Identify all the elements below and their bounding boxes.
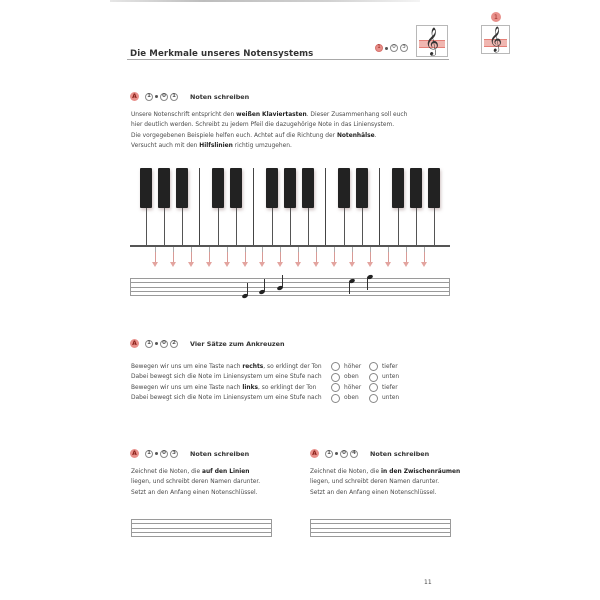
option-label: oben [344, 374, 359, 380]
keyboard-baseline [130, 245, 450, 247]
code-separator-dot [335, 452, 338, 455]
bar-line [310, 519, 311, 537]
staff-line [130, 295, 450, 296]
code-digit: 0 [340, 450, 348, 458]
note-stem [247, 283, 248, 296]
code-digit: 3 [170, 450, 178, 458]
option-label: tiefer [382, 363, 398, 370]
staff-line [131, 528, 272, 529]
code-separator-dot [385, 47, 388, 50]
choice-option-unten[interactable] [369, 373, 407, 382]
exercise-type-badge: A [130, 449, 139, 458]
black-key [266, 168, 278, 208]
staff-line [310, 519, 451, 520]
option-label: unten [382, 395, 400, 401]
exercise-instructions-104 [310, 467, 460, 498]
code-digit: 0 [160, 340, 168, 348]
exercise-type-badge: A [310, 449, 319, 458]
down-arrow-icon [313, 252, 320, 268]
exercise-header-103 [130, 449, 249, 458]
note-stem [367, 277, 368, 290]
treble-clef-icon [481, 25, 510, 54]
staff-line [131, 519, 272, 520]
black-key [140, 168, 152, 208]
choice-option-oben[interactable] [331, 373, 369, 382]
down-arrow-icon [152, 252, 159, 268]
radio-circle[interactable] [331, 394, 340, 403]
choice-option-höher[interactable] [331, 383, 369, 392]
treble-clef-glyph: 𝄞 [488, 27, 502, 52]
bar-line [131, 519, 132, 537]
text-line: Versucht auch mit den Hilfslinien richtig umzugehen. [131, 143, 292, 150]
exercise-title: Vier Sätze zum Ankreuzen [190, 339, 285, 348]
down-arrow-icon [367, 252, 374, 268]
key-boundary-line [199, 168, 200, 245]
exercise-title: Noten schreiben [190, 92, 250, 101]
exercise-code [145, 93, 178, 101]
choice-option-tiefer[interactable] [369, 362, 407, 371]
note-stem [349, 281, 350, 294]
staff-line [310, 536, 451, 537]
radio-circle[interactable] [369, 394, 378, 403]
exercise-header-102 [130, 339, 285, 348]
choice-sentence: Dabei bewegt sich die Note im Liniensystem um eine Stufe nach [131, 374, 322, 380]
key-boundary-line [236, 208, 237, 245]
code-digit: 1 [170, 93, 178, 101]
down-arrow-icon [277, 252, 284, 268]
emphasis: weißen Klaviertasten [236, 112, 307, 118]
bar-line [450, 519, 451, 537]
black-key [212, 168, 224, 208]
chapter-badge: 1 [491, 12, 501, 22]
bar-line [271, 519, 272, 537]
choice-sentence: Dabei bewegt sich die Note im Liniensystem um eine Stufe nach [131, 395, 322, 401]
code-digit: 3 [400, 44, 408, 52]
exercise-type-badge: A [130, 339, 139, 348]
bar-line [130, 278, 131, 296]
exercise-code [145, 450, 178, 458]
choice-option-oben[interactable] [331, 394, 369, 403]
page-top-rule [110, 0, 420, 2]
key-boundary-line [253, 168, 254, 245]
option-label: tiefer [382, 384, 398, 391]
radio-circle[interactable] [369, 383, 378, 392]
code-digit: 0 [160, 450, 168, 458]
choice-option-tiefer[interactable] [369, 383, 407, 392]
down-arrow-icon [331, 252, 338, 268]
chapter-code [375, 44, 408, 52]
key-boundary-line [362, 208, 363, 245]
emphasis: Hilfslinien [199, 143, 233, 150]
code-digit: 0 [160, 93, 168, 101]
key-boundary-line [416, 208, 417, 245]
key-boundary-line [146, 208, 147, 245]
down-arrow-icon [242, 252, 249, 268]
key-boundary-line [218, 208, 219, 245]
down-arrow-icon [170, 252, 177, 268]
key-boundary-line [164, 208, 165, 245]
emphasis: rechts [242, 363, 264, 370]
choice-option-höher[interactable] [331, 362, 369, 371]
option-label: oben [344, 395, 359, 401]
black-key [176, 168, 188, 208]
bar-line [449, 278, 450, 296]
code-digit: 4 [350, 450, 358, 458]
code-digit: 1 [375, 44, 383, 52]
black-key [338, 168, 350, 208]
black-key [428, 168, 440, 208]
staff-line [310, 528, 451, 529]
piano-keyboard [130, 168, 450, 246]
code-digit: 1 [145, 340, 153, 348]
key-boundary-line [434, 208, 435, 245]
staff-line [130, 282, 450, 283]
key-boundary-line [308, 208, 309, 245]
down-arrow-icon [349, 252, 356, 268]
key-boundary-line [379, 168, 380, 245]
radio-circle[interactable] [331, 383, 340, 392]
down-arrow-icon [385, 252, 392, 268]
option-label: unten [382, 374, 400, 380]
radio-circle[interactable] [331, 373, 340, 382]
text-line: Zeichnet die Noten, die in den Zwischenräumen [310, 469, 461, 475]
code-digit: 2 [170, 340, 178, 348]
exercise-instructions-103 [131, 467, 260, 498]
note-stem [282, 275, 283, 288]
empty-staff-104[interactable] [310, 519, 451, 536]
code-digit: 1 [145, 93, 153, 101]
treble-clef-glyph: 𝄞 [424, 27, 440, 55]
staff-line [130, 278, 450, 279]
staff-line [130, 287, 450, 288]
page-title: Die Merkmale unseres Notensystems [130, 49, 314, 59]
key-boundary-line [182, 208, 183, 245]
choice-row [131, 383, 407, 392]
staff-line [310, 532, 451, 533]
down-arrow-icon [403, 252, 410, 268]
key-boundary-line [325, 168, 326, 245]
choice-row [131, 362, 407, 371]
staff-line [310, 523, 451, 524]
code-digit: 1 [325, 450, 333, 458]
code-separator-dot [155, 95, 158, 98]
emphasis: Notenhälse [336, 132, 375, 139]
exercise-title: Noten schreiben [190, 449, 250, 458]
key-boundary-line [290, 208, 291, 245]
text-line: hier deutlich werden. Schreibt zu jedem Pfeil die dazugehörige Note in das Liniensystem. [131, 122, 395, 129]
exercise-code [145, 340, 178, 348]
emphasis: links [242, 384, 259, 391]
key-boundary-line [398, 208, 399, 245]
empty-staff-103[interactable] [131, 519, 272, 536]
option-label: höher [344, 384, 362, 391]
choice-option-unten[interactable] [369, 394, 407, 403]
black-key [158, 168, 170, 208]
music-staff [130, 278, 450, 295]
code-separator-dot [155, 342, 158, 345]
staff-line [131, 532, 272, 533]
staff-line [131, 536, 272, 537]
radio-circle[interactable] [331, 362, 340, 371]
exercise-header-101 [130, 92, 249, 101]
choice-row [131, 394, 407, 403]
note-stem [264, 279, 265, 292]
text-line: Setzt an den Anfang einen Notenschlüssel. [131, 489, 258, 496]
code-digit: 1 [145, 450, 153, 458]
option-label: höher [344, 363, 362, 370]
text-line: Zeichnet die Noten, die auf den Linien [131, 469, 250, 475]
title-underline [127, 59, 449, 60]
down-arrow-icon [295, 252, 302, 268]
text-line: Unsere Notenschrift entspricht den weißen Klaviertasten. Dieser Zusammenhang soll euch [131, 112, 408, 118]
choice-row [131, 373, 407, 382]
staff-line [131, 523, 272, 524]
text-line: liegen, und schreibt deren Namen darunter. [131, 479, 261, 486]
key-boundary-line [272, 208, 273, 245]
down-arrow-icon [188, 252, 195, 268]
exercise-type-badge: A [130, 92, 139, 101]
page-number: 11 [424, 579, 432, 586]
treble-clef-icon [416, 25, 448, 57]
black-key [356, 168, 368, 208]
black-key [284, 168, 296, 208]
text-line: liegen, und schreibt deren Namen darunter. [310, 479, 440, 486]
exercise-title: Noten schreiben [370, 449, 430, 458]
emphasis: auf den Linien [201, 469, 250, 475]
radio-circle[interactable] [369, 373, 378, 382]
black-key [230, 168, 242, 208]
exercise-instructions-101 [131, 110, 407, 152]
text-line: Die vorgegebenen Beispiele helfen euch. Achtet auf die Richtung der Notenhälse. [131, 132, 377, 139]
key-boundary-line [344, 208, 345, 245]
staff-line [130, 291, 450, 292]
code-digit: 0 [390, 44, 398, 52]
code-separator-dot [155, 452, 158, 455]
down-arrow-icon [259, 252, 266, 268]
down-arrow-icon [224, 252, 231, 268]
text-line: Setzt an den Anfang einen Notenschlüssel. [310, 489, 437, 496]
down-arrow-icon [206, 252, 213, 268]
down-arrow-icon [421, 252, 428, 268]
black-key [302, 168, 314, 208]
black-key [410, 168, 422, 208]
exercise-header-104 [310, 449, 429, 458]
choice-sentence: Bewegen wir uns um eine Taste nach links, so erklingt der Ton [131, 384, 317, 391]
emphasis: in den Zwischenräumen [380, 469, 461, 475]
black-key [392, 168, 404, 208]
radio-circle[interactable] [369, 362, 378, 371]
choice-sentence: Bewegen wir uns um eine Taste nach rechts, so erklingt der Ton [131, 363, 322, 370]
exercise-code [325, 450, 358, 458]
